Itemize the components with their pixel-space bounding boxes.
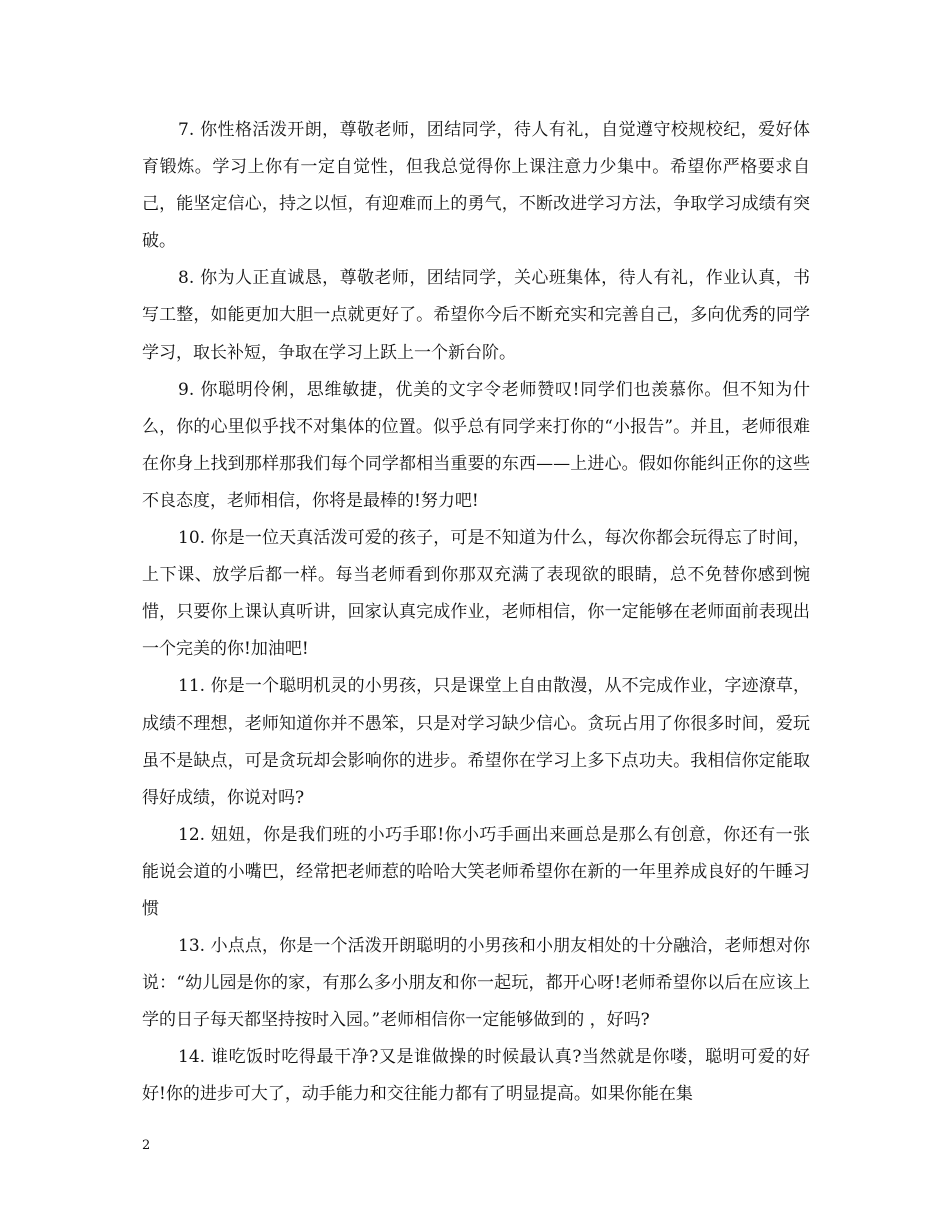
paragraph-11: 11. 你是一个聪明机灵的小男孩，只是课堂上自由散漫，从不完成作业，字迹潦草，成绩不理想，老师知道你并不愚笨，只是对学习缺少信心。贪玩占用了你很多时间，爱玩虽不是缺点，可是贪玩却会影响你的进步。希望你在学习上多下点功夫。我相信你定能取得好成绩，你说对吗? [142,676,810,808]
body-text [142,112,810,1114]
paragraph-12: 12. 妞妞，你是我们班的小巧手耶!你小巧手画出来画总是那么有创意，你还有一张能说会道的小嘴巴，经常把老师惹的哈哈大笑老师希望你在新的一年里养成良好的午睡习惯 [142,824,810,919]
page-number: 2 [142,1138,151,1153]
paragraph-14: 14. 谁吃饭时吃得最干净?又是谁做操的时候最认真?当然就是你喽，聪明可爱的好好!你的进步可大了，动手能力和交往能力都有了明显提高。如果你能在集 [142,1047,810,1105]
paragraph-13: 13. 小点点，你是一个活泼开朗聪明的小男孩和小朋友相处的十分融洽，老师想对你说：“幼儿园是你的家，有那么多小朋友和你一起玩，都开心呀!老师希望你以后在应该上学的日子每天都坚持按时入园。”老师相信你一定能够做到的 ，好吗? [142,936,810,1031]
paragraph-7: 7. 你性格活泼开朗，尊敬老师，团结同学，待人有礼，自觉遵守校规校纪，爱好体育锻炼。学习上你有一定自觉性，但我总觉得你上课注意力少集中。希望你严格要求自己，能坚定信心，持之以恒，有迎难而上的勇气，不断改进学习方法，争取学习成绩有突破。 [142,120,810,252]
paragraph-9: 9. 你聪明伶俐，思维敏捷，优美的文字令老师赞叹!同学们也羡慕你。但不知为什么，你的心里似乎找不对集体的位置。似乎总有同学来打你的“小报告”。并且，老师很难在你身上找到那样那我们每个同学都相当重要的东西——上进心。假如你能纠正你的这些不良态度，老师相信，你将是最棒的!努力吧! [142,379,810,511]
paragraph-8: 8. 你为人正直诚恳，尊敬老师，团结同学，关心班集体，待人有礼，作业认真，书写工整，如能更加大胆一点就更好了。希望你今后不断充实和完善自己，多向优秀的同学学习，取长补短，争取在学习上跃上一个新台阶。 [142,268,810,363]
paragraph-10: 10. 你是一位天真活泼可爱的孩子，可是不知道为什么，每次你都会玩得忘了时间，上下课、放学后都一样。每当老师看到你那双充满了表现欲的眼睛，总不免替你感到惋惜，只要你上课认真听讲，回家认真完成作业，老师相信，你一定能够在老师面前表现出一个完美的你!加油吧! [142,528,810,660]
